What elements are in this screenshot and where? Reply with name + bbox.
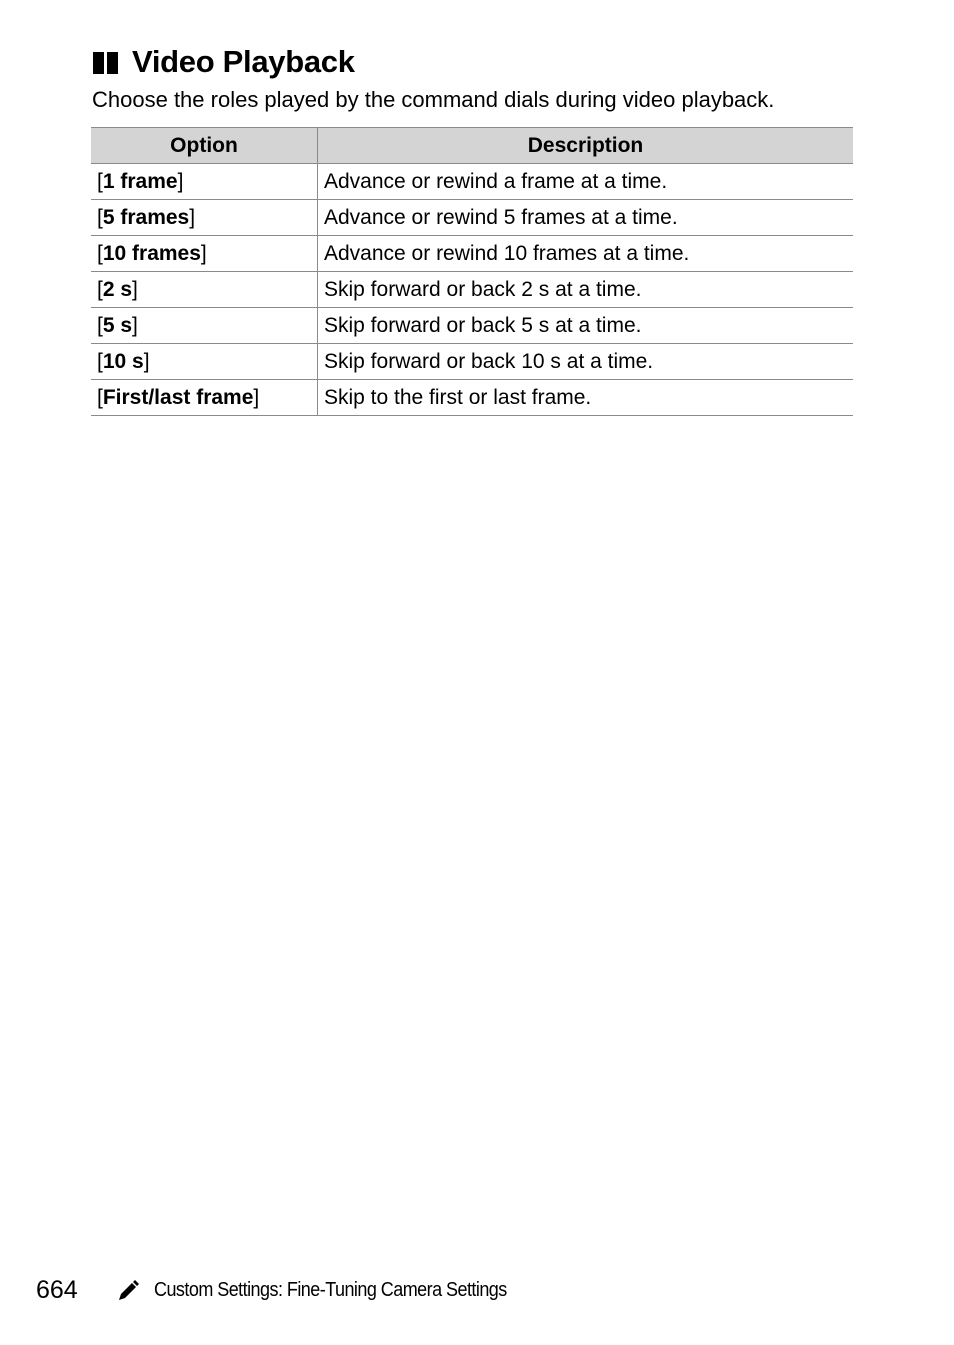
- option-cell: [2 s]: [91, 272, 318, 308]
- option-label: First/last frame: [102, 385, 254, 409]
- description-cell: Advance or rewind a frame at a time.: [318, 164, 854, 200]
- header-option: Option: [91, 128, 318, 164]
- table-row: [91, 344, 853, 380]
- description-cell: Skip forward or back 5 s at a time.: [318, 308, 854, 344]
- option-label: 1 frame: [102, 169, 178, 193]
- description-cell: Skip forward or back 10 s at a time.: [318, 344, 854, 380]
- page-footer: [36, 1276, 546, 1305]
- option-label: 5 s: [102, 313, 133, 337]
- options-table: [91, 127, 853, 416]
- header-description: Description: [318, 128, 854, 164]
- table-row: [91, 308, 853, 344]
- pencil-icon: [116, 1279, 140, 1303]
- pause-icon: [92, 49, 120, 75]
- table-row: [91, 272, 853, 308]
- option-cell: [5 frames]: [91, 200, 318, 236]
- description-cell: Advance or rewind 10 frames at a time.: [318, 236, 854, 272]
- option-label: 5 frames: [102, 205, 190, 229]
- option-label: 2 s: [102, 277, 133, 301]
- option-label: 10 frames: [102, 241, 201, 265]
- table-row: [91, 380, 853, 416]
- description-cell: Skip forward or back 2 s at a time.: [318, 272, 854, 308]
- option-cell: [10 frames]: [91, 236, 318, 272]
- intro-text: Choose the roles played by the command dials during video playback.: [92, 87, 775, 112]
- table-row: [91, 164, 853, 200]
- option-label: 10 s: [102, 349, 144, 373]
- table-row: [91, 200, 853, 236]
- description-cell: Skip to the first or last frame.: [318, 380, 854, 416]
- option-cell: [5 s]: [91, 308, 318, 344]
- footer-section-name: Custom Settings: Fine-Tuning Camera Settings: [154, 1279, 507, 1301]
- table-row: [91, 236, 853, 272]
- option-cell: [First/last frame]: [91, 380, 318, 416]
- option-cell: [10 s]: [91, 344, 318, 380]
- page-number: 664: [36, 1276, 78, 1304]
- section-title: Video Playback: [132, 44, 355, 79]
- table-header-row: [91, 128, 853, 164]
- section-heading: [92, 44, 355, 80]
- description-cell: Advance or rewind 5 frames at a time.: [318, 200, 854, 236]
- option-cell: [1 frame]: [91, 164, 318, 200]
